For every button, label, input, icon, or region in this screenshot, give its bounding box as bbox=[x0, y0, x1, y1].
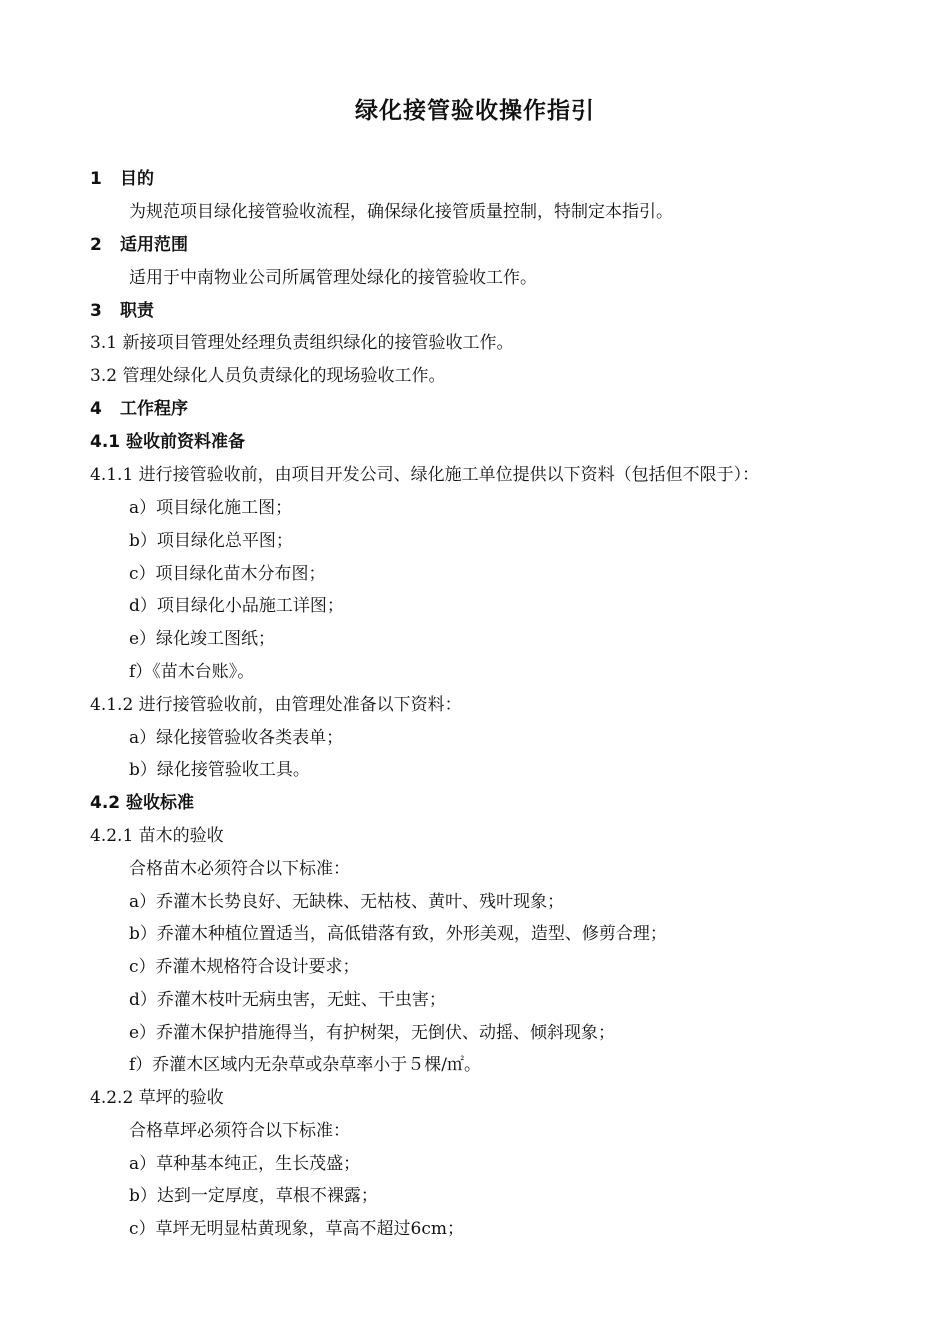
list-item: e）乔灌木保护措施得当，有护树架，无倒伏、动摇、倾斜现象； bbox=[129, 1023, 616, 1043]
paragraph: 合格苗木必须符合以下标准： bbox=[129, 859, 350, 879]
list-item: f）乔灌木区域内无杂草或杂草率小于５棵/㎡。 bbox=[129, 1055, 482, 1075]
clause-3-1: 3.1 新接项目管理处经理负责组织绿化的接管验收工作。 bbox=[90, 333, 514, 353]
section-number: 4 bbox=[90, 399, 102, 419]
list-item: e）绿化竣工图纸； bbox=[129, 629, 276, 649]
page-title: 绿化接管验收操作指引 bbox=[355, 98, 595, 124]
paragraph: 适用于中南物业公司所属管理处绿化的接管验收工作。 bbox=[129, 268, 537, 288]
clause-4-1-1: 4.1.1 进行接管验收前，由项目开发公司、绿化施工单位提供以下资料（包括但不限于）： bbox=[90, 465, 760, 485]
paragraph: 为规范项目绿化接管验收流程，确保绿化接管质量控制，特制定本指引。 bbox=[129, 202, 673, 222]
section-heading-2 bbox=[90, 232, 188, 258]
clause-4-2-1: 4.2.1 苗木的验收 bbox=[90, 826, 224, 846]
list-item: d）项目绿化小品施工详图； bbox=[129, 596, 344, 616]
list-item: b）绿化接管验收工具。 bbox=[129, 760, 310, 780]
list-item: b）达到一定厚度，草根不裸露； bbox=[129, 1186, 378, 1206]
subsection-heading-4-1: 4.1 验收前资料准备 bbox=[90, 432, 246, 452]
section-label: 目的 bbox=[120, 169, 154, 189]
list-item: b）乔灌木种植位置适当，高低错落有致，外形美观，造型、修剪合理； bbox=[129, 924, 667, 944]
clause-4-1-2: 4.1.2 进行接管验收前，由管理处准备以下资料： bbox=[90, 695, 462, 715]
clause-3-2: 3.2 管理处绿化人员负责绿化的现场验收工作。 bbox=[90, 366, 446, 386]
list-item: c）乔灌木规格符合设计要求； bbox=[129, 957, 360, 977]
section-heading-3 bbox=[90, 298, 154, 324]
section-label: 工作程序 bbox=[120, 399, 188, 419]
section-number: 3 bbox=[90, 301, 102, 321]
section-number: 1 bbox=[90, 169, 102, 189]
clause-4-2-2: 4.2.2 草坪的验收 bbox=[90, 1088, 224, 1108]
list-item: c）项目绿化苗木分布图； bbox=[129, 564, 326, 584]
section-number: 2 bbox=[90, 235, 102, 255]
section-heading-1 bbox=[90, 166, 154, 192]
list-item: b）项目绿化总平图； bbox=[129, 531, 293, 551]
list-item: d）乔灌木枝叶无病虫害，无蛀、干虫害； bbox=[129, 990, 446, 1010]
section-label: 适用范围 bbox=[120, 235, 188, 255]
list-item: a）草种基本纯正，生长茂盛； bbox=[129, 1154, 361, 1174]
subsection-heading-4-2: 4.2 验收标准 bbox=[90, 793, 195, 813]
list-item: c）草坪无明显枯黄现象，草高不超过6cm； bbox=[129, 1219, 464, 1239]
list-item: a）项目绿化施工图； bbox=[129, 498, 293, 518]
list-item: f）《苗木台账》。 bbox=[129, 662, 255, 682]
section-heading-4 bbox=[90, 396, 188, 422]
section-label: 职责 bbox=[120, 301, 154, 321]
list-item: a）绿化接管验收各类表单； bbox=[129, 728, 344, 748]
list-item: a）乔灌木长势良好、无缺株、无枯枝、黄叶、残叶现象； bbox=[129, 892, 565, 912]
paragraph: 合格草坪必须符合以下标准： bbox=[129, 1121, 350, 1141]
